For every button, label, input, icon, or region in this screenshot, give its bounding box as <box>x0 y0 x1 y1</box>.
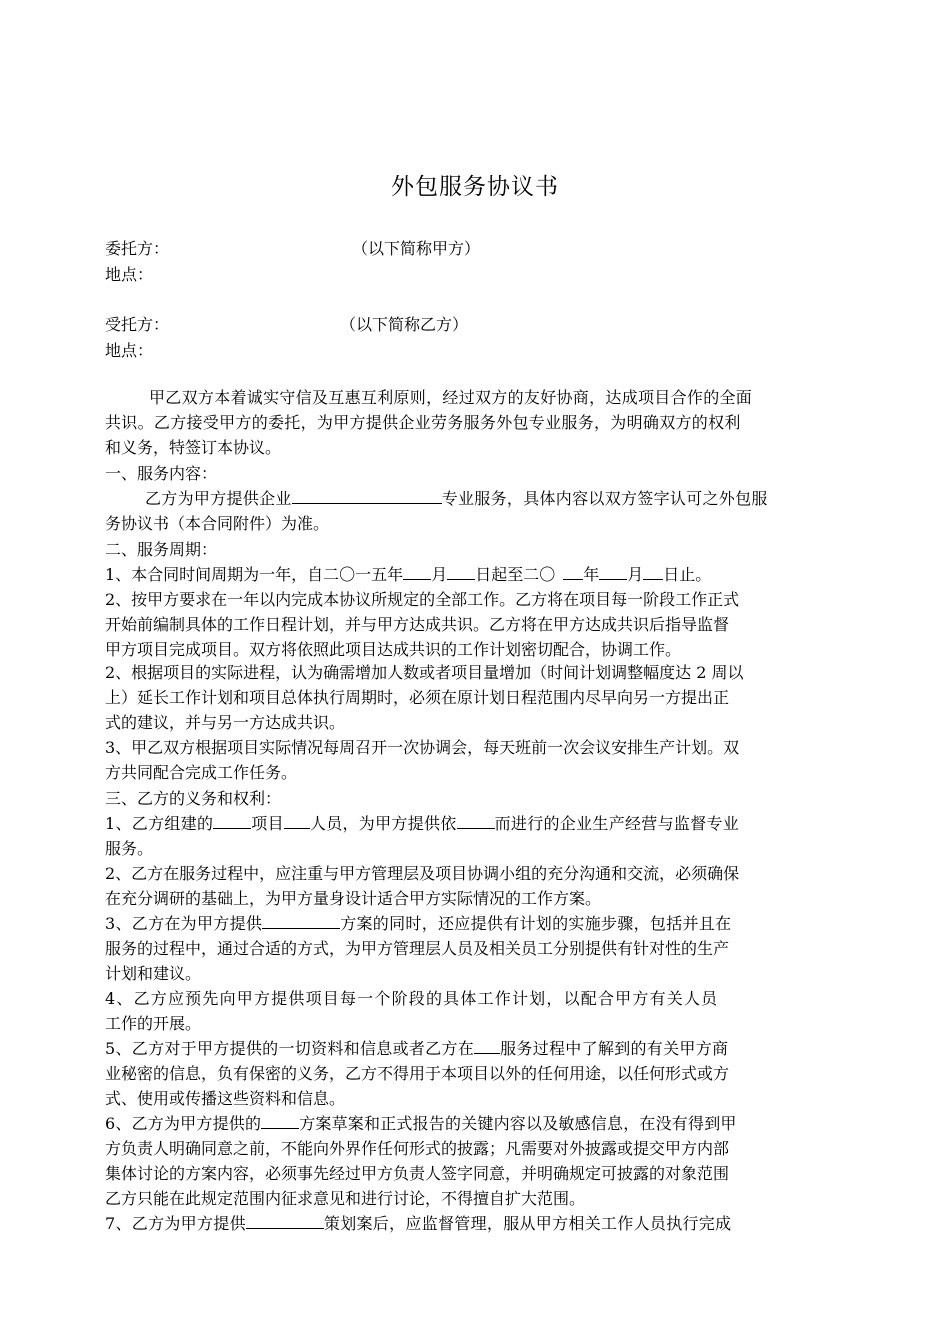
text-fragment: 人员，为甲方提供依 <box>309 814 457 833</box>
paragraph-line: 在充分调研的基础上，为甲方量身设计适合甲方实际情况的工作方案。 <box>105 889 602 908</box>
fill-blank <box>261 1111 299 1129</box>
fill-blank <box>643 562 663 580</box>
text-fragment: 6、乙方为甲方提供的 <box>105 1114 262 1133</box>
fill-blank <box>213 811 251 829</box>
intro-line: 甲乙双方本着诚实守信及互惠互利原则，经过双方的友好协商，达成项目合作的全面 <box>149 388 753 407</box>
paragraph-line: 上）延长工作计划和项目总体执行周期时，必须在原计划日程范围内尽早向另一方提出正 <box>105 688 730 707</box>
paragraph-line: 式的建议，并与另一方达成共识。 <box>105 713 346 732</box>
paragraph-line: 服务。 <box>105 839 154 858</box>
paragraph-line: 工作的开展。 <box>105 1014 202 1033</box>
paragraph-line <box>105 1211 850 1237</box>
paragraph-line: 务协议书（本合同附件）为准。 <box>105 514 330 533</box>
document-title: 外包服务协议书 <box>391 174 559 200</box>
fill-blank <box>563 562 583 580</box>
client-note: （以下简称甲方） <box>352 239 481 258</box>
paragraph-line: 乙方只能在此规定范围内征求意见和进行讨论，不得擅自扩大范围。 <box>105 1189 586 1208</box>
section-heading: 一、服务内容： <box>105 464 218 483</box>
text-fragment: 项目 <box>251 814 284 833</box>
paragraph-line: 4、乙方应预先向甲方提供项目每一个阶段的具体工作计划，以配合甲方有关人员 <box>105 989 719 1008</box>
text-fragment: 日止。 <box>663 565 712 584</box>
client-label: 委托方： <box>105 239 170 258</box>
paragraph-line <box>105 1111 850 1137</box>
fill-blank <box>292 486 442 504</box>
fill-blank <box>599 562 627 580</box>
text-fragment: 乙方为甲方提供企业 <box>145 489 292 508</box>
section-heading: 三、乙方的义务和权利： <box>105 789 282 808</box>
text-fragment: 服务过程中了解到的有关甲方商 <box>500 1039 729 1058</box>
text-fragment: 方案的同时，还应提供有计划的实施步骤，包括并且在 <box>340 914 732 933</box>
text-fragment: 1、乙方组建的 <box>105 814 214 833</box>
paragraph-line: 开始前编制具体的工作日程计划，并与甲方达成共识。乙方将在甲方达成共识后指导监督 <box>105 615 730 634</box>
paragraph-line: 集体讨论的方案内容，必须事先经过甲方负责人签字同意，并明确规定可披露的对象范围 <box>105 1164 730 1183</box>
paragraph-line: 服务的过程中，通过合适的方式，为甲方管理层人员及相关员工分别提供有针对性的生产 <box>105 939 730 958</box>
text-fragment: 专业服务，具体内容以双方签字认可之外包服 <box>441 489 768 508</box>
fill-blank <box>403 562 431 580</box>
text-fragment: 策划案后，应监督管理，服从甲方相关工作人员执行完成 <box>323 1214 732 1233</box>
fill-blank <box>284 811 310 829</box>
contractor-address-label: 地点： <box>105 341 154 360</box>
paragraph-line: 3、甲乙双方根据项目实际情况每周召开一次协调会，每天班前一次会议安排生产计划。双 <box>105 738 740 757</box>
paragraph-line: 2、按甲方要求在一年以内完成本协议所规定的全部工作。乙方将在项目每一阶段工作正式 <box>105 590 740 609</box>
text-fragment: 年 <box>583 565 600 584</box>
paragraph-line <box>105 486 850 512</box>
paragraph-line <box>105 562 850 588</box>
paragraph-line: 计划和建议。 <box>105 964 202 983</box>
text-fragment: 月 <box>627 565 644 584</box>
text-fragment: 5、乙方对于甲方提供的一切资料和信息或者乙方在 <box>105 1039 475 1058</box>
paragraph-line: 方负责人明确同意之前，不能向外界作任何形式的披露；凡需要对外披露或提交甲方内部 <box>105 1139 730 1158</box>
paragraph-line: 方共同配合完成工作任务。 <box>105 763 298 782</box>
fill-blank <box>457 811 495 829</box>
text-fragment: 1、本合同时间周期为一年，自二〇一五年 <box>105 565 404 584</box>
client-address-label: 地点： <box>105 265 154 284</box>
intro-line: 和义务，特签订本协议。 <box>105 438 282 457</box>
paragraph-line: 甲方项目完成项目。双方将依照此项目达成共识的工作计划密切配合，协调工作。 <box>105 640 682 659</box>
section-heading: 二、服务周期： <box>105 540 218 559</box>
text-fragment: 方案草案和正式报告的关键内容以及敏感信息，在没有得到甲 <box>299 1114 737 1133</box>
text-fragment: 3、乙方在为甲方提供 <box>105 914 263 933</box>
paragraph-line: 业秘密的信息，负有保密的义务，乙方不得用于本项目以外的任何用途，以任何形式或方 <box>105 1064 730 1083</box>
fill-blank <box>474 1036 500 1054</box>
text-fragment: 日起至二〇 <box>475 565 556 584</box>
intro-line: 共识。乙方接受甲方的委托，为甲方提供企业劳务服务外包专业服务，为明确双方的权利 <box>105 413 741 432</box>
contractor-label: 受托方： <box>105 315 170 334</box>
fill-blank <box>262 911 340 929</box>
fill-blank <box>246 1211 324 1229</box>
text-fragment: 月 <box>431 565 448 584</box>
paragraph-line <box>105 911 850 937</box>
paragraph-line: 式、使用或传播这些资料和信息。 <box>105 1089 346 1108</box>
paragraph-line: 2、乙方在服务过程中，应注重与甲方管理层及项目协调小组的充分沟通和交流，必须确保 <box>105 864 740 883</box>
text-fragment: 而进行的企业生产经营与监督专业 <box>494 814 740 833</box>
paragraph-line <box>105 1036 850 1062</box>
paragraph-line: 2、根据项目的实际进程，认为确需增加人数或者项目量增加（时间计划调整幅度达 2 周以 <box>105 663 744 682</box>
contractor-note: （以下简称乙方） <box>340 315 469 334</box>
paragraph-line <box>105 811 850 837</box>
fill-blank <box>447 562 475 580</box>
text-fragment: 7、乙方为甲方提供 <box>105 1214 246 1233</box>
